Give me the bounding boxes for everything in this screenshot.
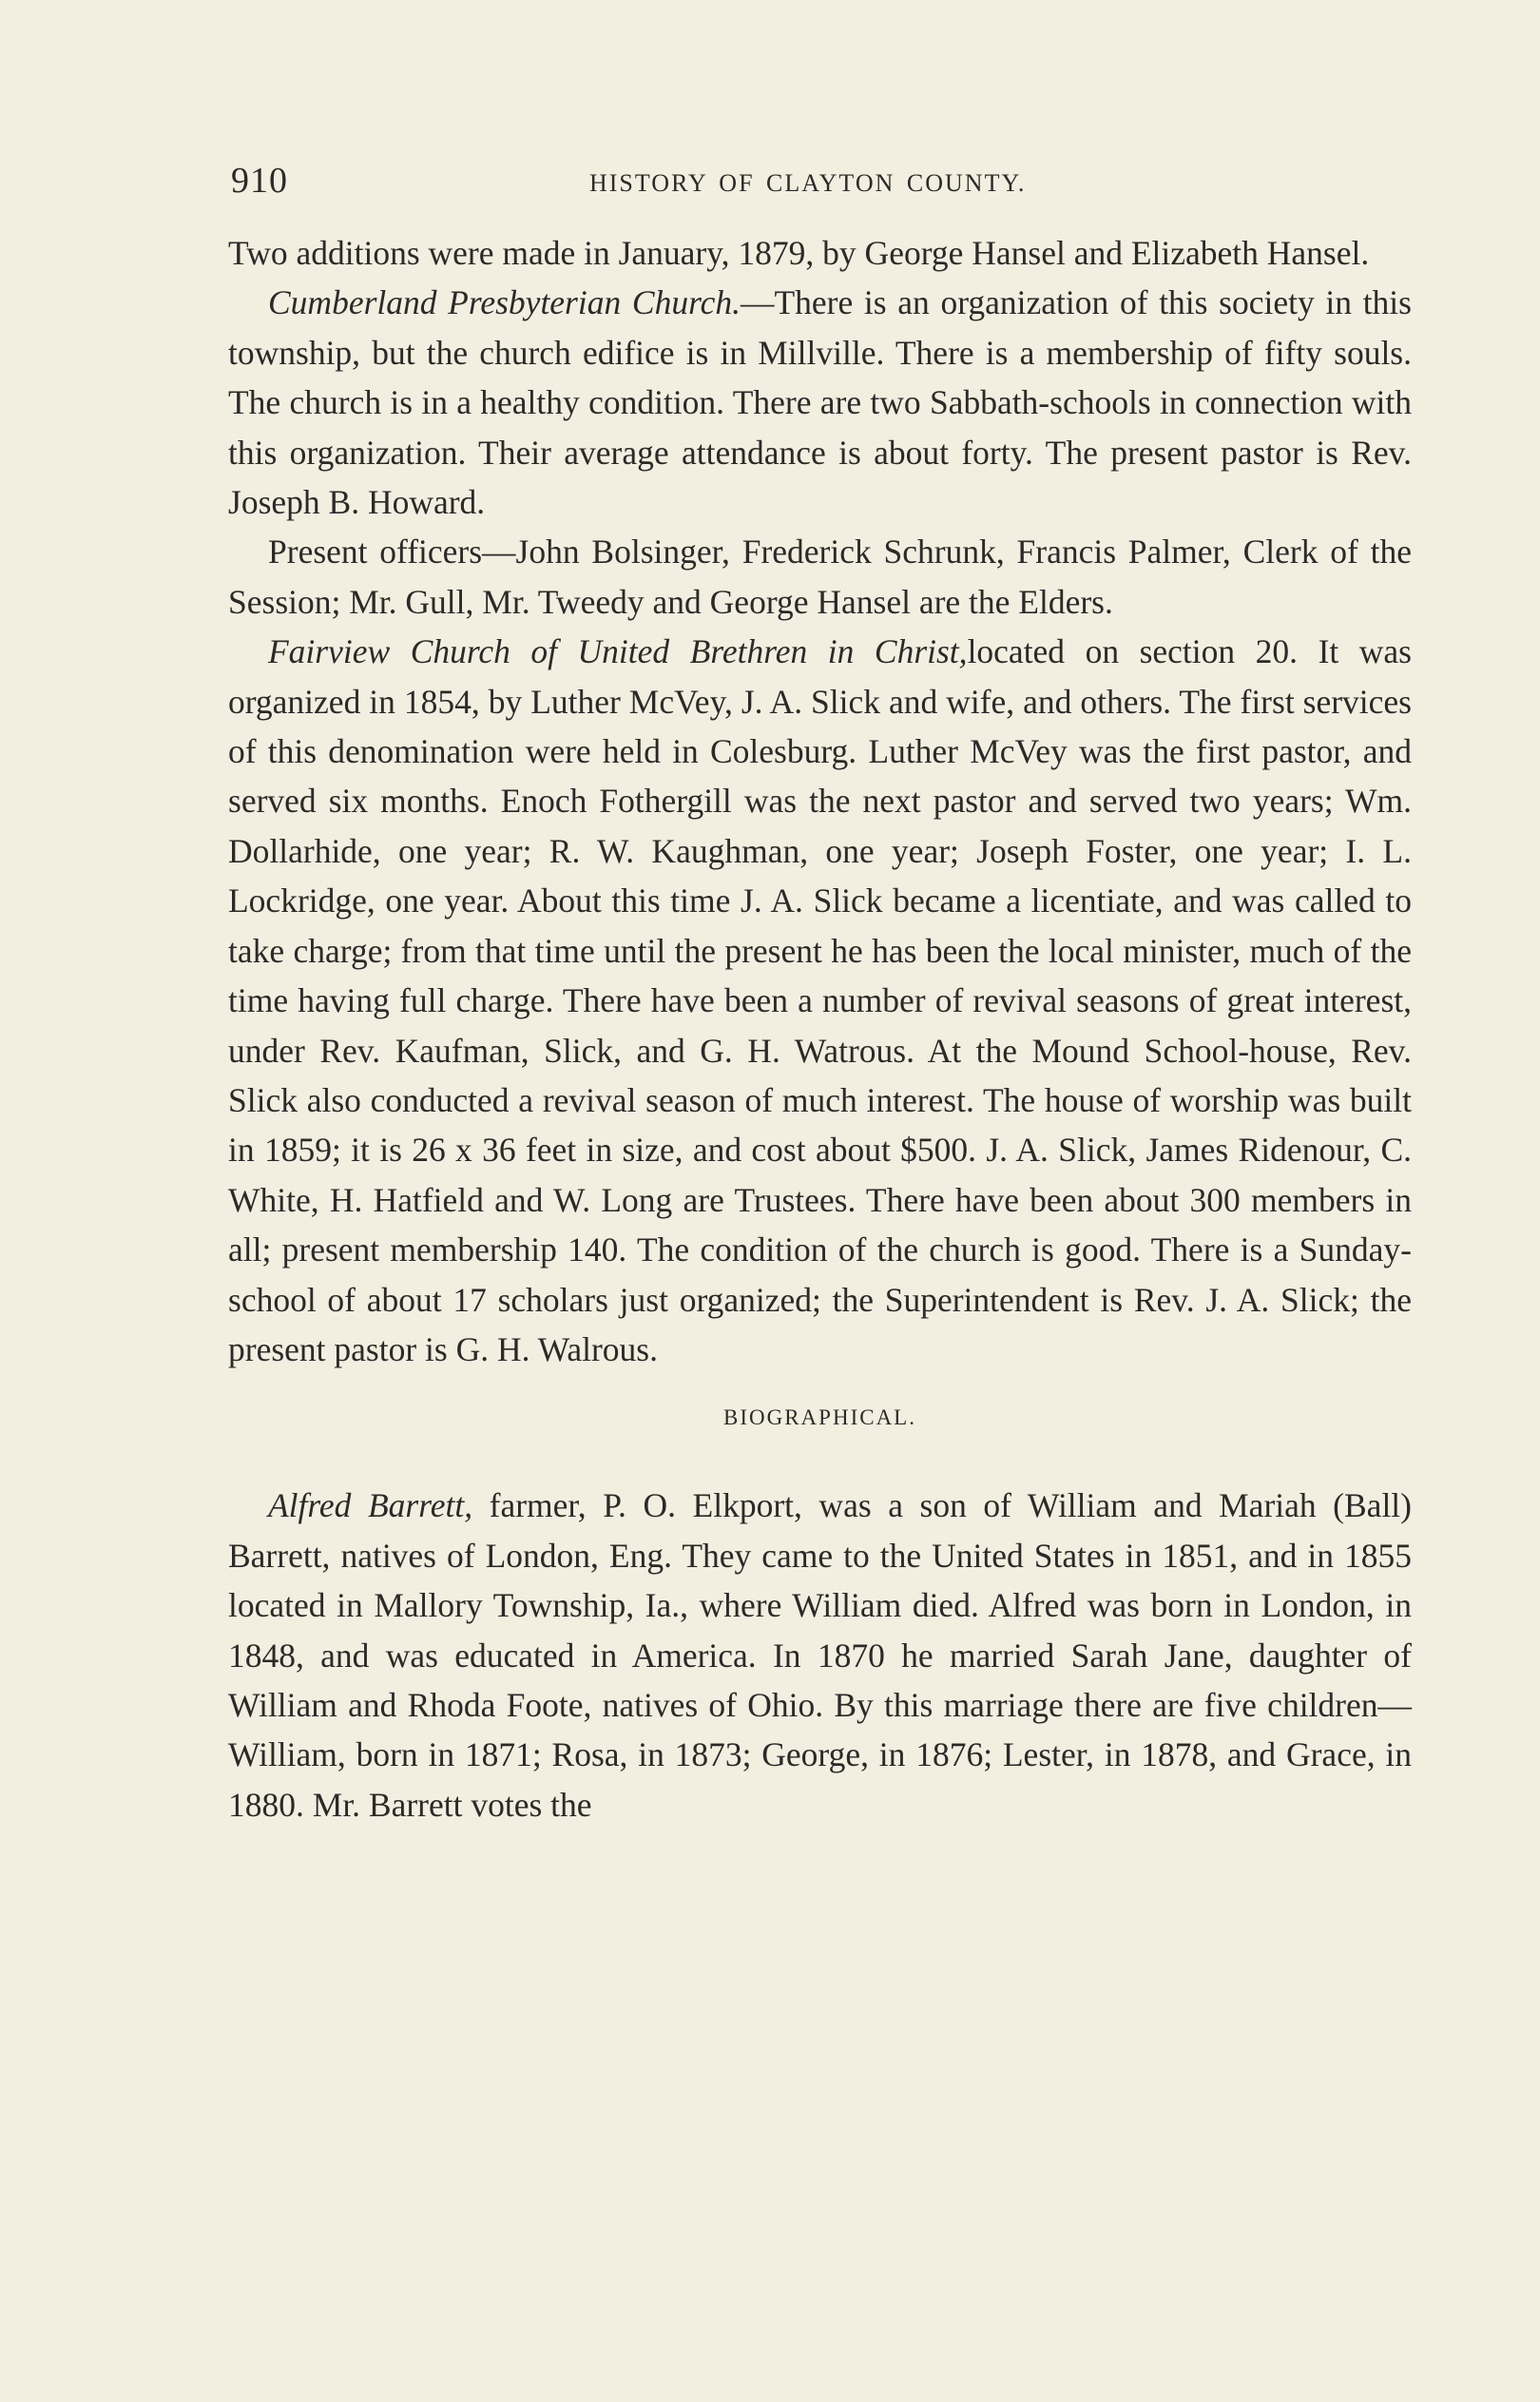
- fairview-church-text: located on section 20. It was organized in 1854, by Luther McVey, J. A. Slick and wife, and others. The first services of this denomination were held in Colesburg. Luther McVey was the first pastor, and served six months. Enoch Fothergill was the next pastor and served two years; Wm. Dollarhide, one year; R. W. Kaughman, one year; Joseph Foster, one year; I. L. Lockridge, one year. About this time J. A. Slick became a licentiate, and was called to take charge; from that time until the present he has been the local minister, much of the time having full charge. There have been a number of revival seasons of great interest, under Rev. Kaufman, Slick, and G. H. Watrous. At the Mound School-house, Rev. Slick also conducted a revival season of much interest. The house of worship was built in 1859; it is 26 x 36 feet in size, and cost about $500. J. A. Slick, James Ridenour, C. White, H. Hatfield and W. Long are Trustees. There have been about 300 members in all; present membership 140. The condition of the church is good. There is a Sunday-school of about 17 scholars just organized; the Superintendent is Rev. J. A. Slick; the present pastor is G. H. Walrous.: [228, 632, 1412, 1368]
- paragraph-present-officers: Present officers—John Bolsinger, Frederick Schrunk, Francis Palmer, Clerk of the Session; Mr. Gull, Mr. Tweedy and George Hansel are the Elders.: [228, 533, 1412, 621]
- bio-name-alfred-barrett: Alfred Barrett,: [268, 1486, 473, 1525]
- paragraph-alfred-barrett: [228, 1481, 1412, 1830]
- running-head: HISTORY OF CLAYTON COUNTY.: [589, 169, 1027, 197]
- bio-text-alfred-barrett: farmer, P. O. Elkport, was a son of William and Mariah (Ball) Barrett, natives of London, Eng. They came to the United States in 1851, and in 1855 located in Mallory Township, Ia., where William died. Alfred was born in London, in 1848, and was educated in America. In 1870 he married Sarah Jane, daughter of William and Rhoda Foote, natives of Ohio. By this marriage there are five children—William, born in 1871; Rosa, in 1873; George, in 1876; Lester, in 1878, and Grace, in 1880. Mr. Barrett votes the: [228, 1486, 1412, 1824]
- paragraph-cumberland-church: [228, 278, 1412, 527]
- page-header: [231, 160, 1267, 207]
- page-number: 910: [231, 161, 288, 201]
- fairview-church-title: Fairview Church of United Brethren in Christ,: [268, 632, 968, 671]
- section-heading-biographical: BIOGRAPHICAL.: [723, 1405, 916, 1430]
- paragraph-hansel-additions: Two additions were made in January, 1879, by George Hansel and Elizabeth Hansel.: [228, 234, 1370, 272]
- paragraph-fairview-church: [228, 627, 1412, 1374]
- cumberland-church-title: Cumberland Presbyterian Church.: [268, 283, 741, 322]
- cumberland-church-text: —There is an organization of this society in this township, but the church edifice is in Millville. There is a membership of fifty souls. The church is in a healthy condition. There are two Sabbath-schools in connection with this organization. Their average attendance is about forty. The present pastor is Rev. Joseph B. Howard.: [228, 283, 1412, 522]
- page-body: [228, 228, 1412, 1830]
